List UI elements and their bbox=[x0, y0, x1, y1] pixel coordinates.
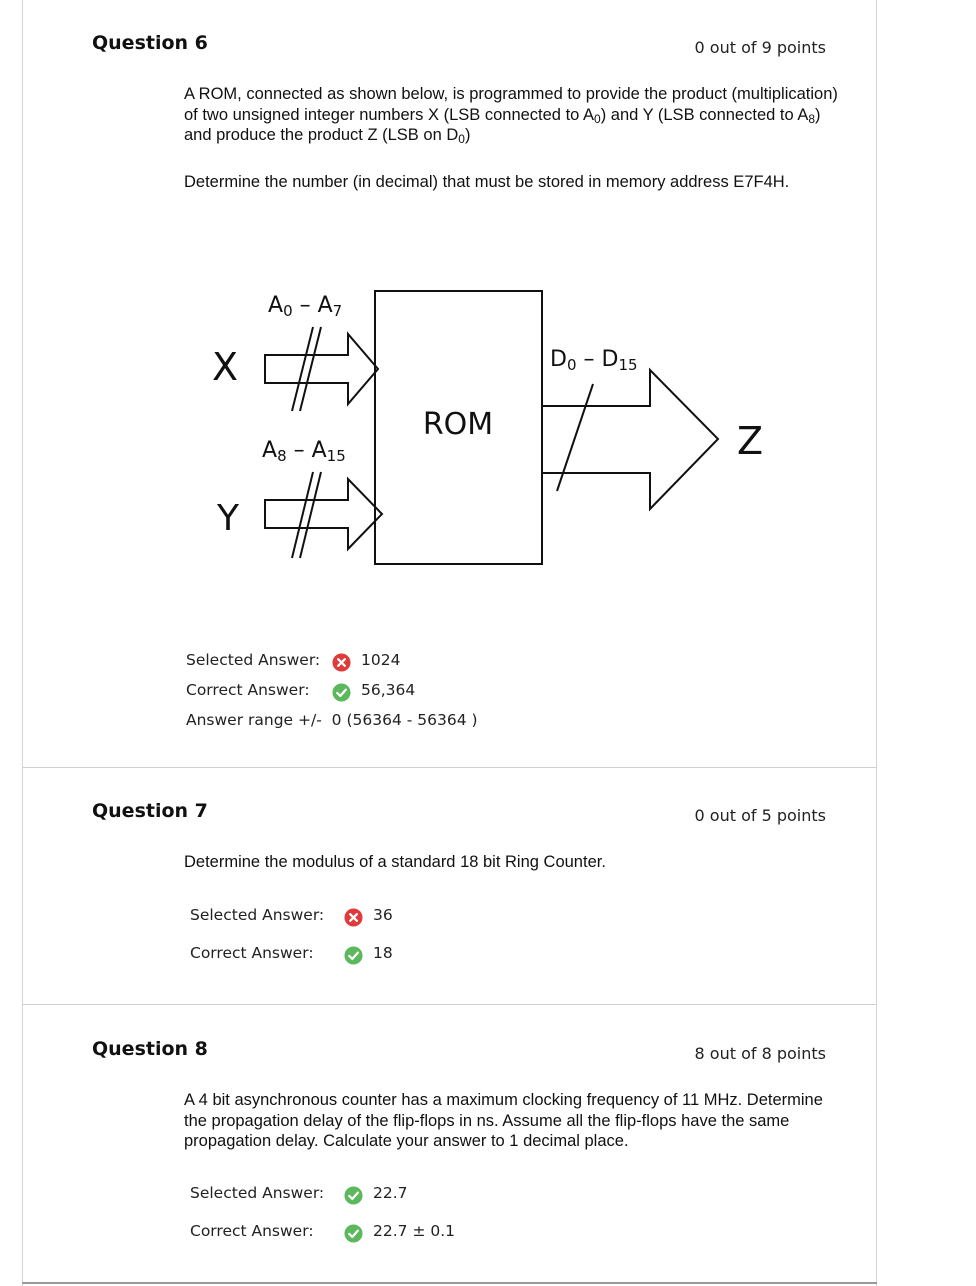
q7-selected-answer-label: Selected Answer: bbox=[190, 906, 325, 924]
y-input-arrow bbox=[265, 479, 382, 549]
q8-correct-answer-value: 22.7 ± 0.1 bbox=[373, 1222, 456, 1240]
correct-icon bbox=[344, 946, 363, 965]
q8-selected-answer-value: 22.7 bbox=[373, 1184, 408, 1202]
question-separator bbox=[22, 767, 877, 768]
q6-correct-answer-label: Correct Answer: bbox=[186, 681, 310, 699]
question-6-title: Question 6 bbox=[92, 32, 208, 54]
x-input-arrow bbox=[265, 334, 378, 404]
question-7-text: Determine the modulus of a standard 18 bit Ring Counter. bbox=[184, 853, 606, 871]
correct-icon bbox=[332, 683, 351, 702]
correct-icon bbox=[344, 1224, 363, 1243]
addr-low-label: A0 – A7 bbox=[268, 293, 343, 320]
question-separator bbox=[22, 1004, 877, 1005]
data-bus-label: D0 – D15 bbox=[550, 347, 638, 374]
question-8-points: 8 out of 8 points bbox=[694, 1044, 826, 1063]
incorrect-icon bbox=[332, 653, 351, 672]
question-6-prompt: Determine the number (in decimal) that must be stored in memory address E7F4H. bbox=[184, 173, 790, 191]
incorrect-icon bbox=[344, 908, 363, 927]
addr-high-label: A8 – A15 bbox=[262, 438, 346, 465]
q6-selected-answer-label: Selected Answer: bbox=[186, 651, 321, 669]
rom-diagram bbox=[180, 270, 800, 590]
rom-label: ROM bbox=[422, 407, 494, 442]
question-8-title: Question 8 bbox=[92, 1038, 208, 1060]
q7-selected-answer-value: 36 bbox=[373, 906, 393, 924]
q6-selected-answer-value: 1024 bbox=[361, 651, 401, 669]
question-7-points: 0 out of 5 points bbox=[694, 806, 826, 825]
q8-selected-answer-label: Selected Answer: bbox=[190, 1184, 325, 1202]
question-7-title: Question 7 bbox=[92, 800, 208, 822]
question-6-points: 0 out of 9 points bbox=[694, 38, 826, 57]
q7-correct-answer-label: Correct Answer: bbox=[190, 944, 314, 962]
q6-answer-range: Answer range +/- 0 (56364 - 56364 ) bbox=[186, 711, 478, 729]
q6-correct-answer-value: 56,364 bbox=[361, 681, 416, 699]
q8-correct-answer-label: Correct Answer: bbox=[190, 1222, 314, 1240]
z-label: Z bbox=[736, 419, 764, 463]
question-separator bbox=[22, 1282, 877, 1284]
z-output-arrow bbox=[542, 370, 718, 509]
question-6-text: A ROM, connected as shown below, is programmed to provide the product (multiplication) of two unsigned integer numbers X (LSB connected to $A_0$) and Y (LSB connected to $A_8$) and produce the product Z (LSB on $D_0$) bbox=[184, 85, 838, 146]
y-label: Y bbox=[217, 498, 239, 539]
q7-correct-answer-value: 18 bbox=[373, 944, 393, 962]
correct-icon bbox=[344, 1186, 363, 1205]
question-8-text: A 4 bit asynchronous counter has a maximum clocking frequency of 11 MHz. Determine the propagation delay of the flip-flops in ns. Assume all the flip-flops have the same propagation delay. Calculate your answer to 1 decimal place. bbox=[184, 1091, 823, 1150]
x-label: X bbox=[211, 345, 239, 389]
z-bus-slash bbox=[557, 384, 593, 491]
